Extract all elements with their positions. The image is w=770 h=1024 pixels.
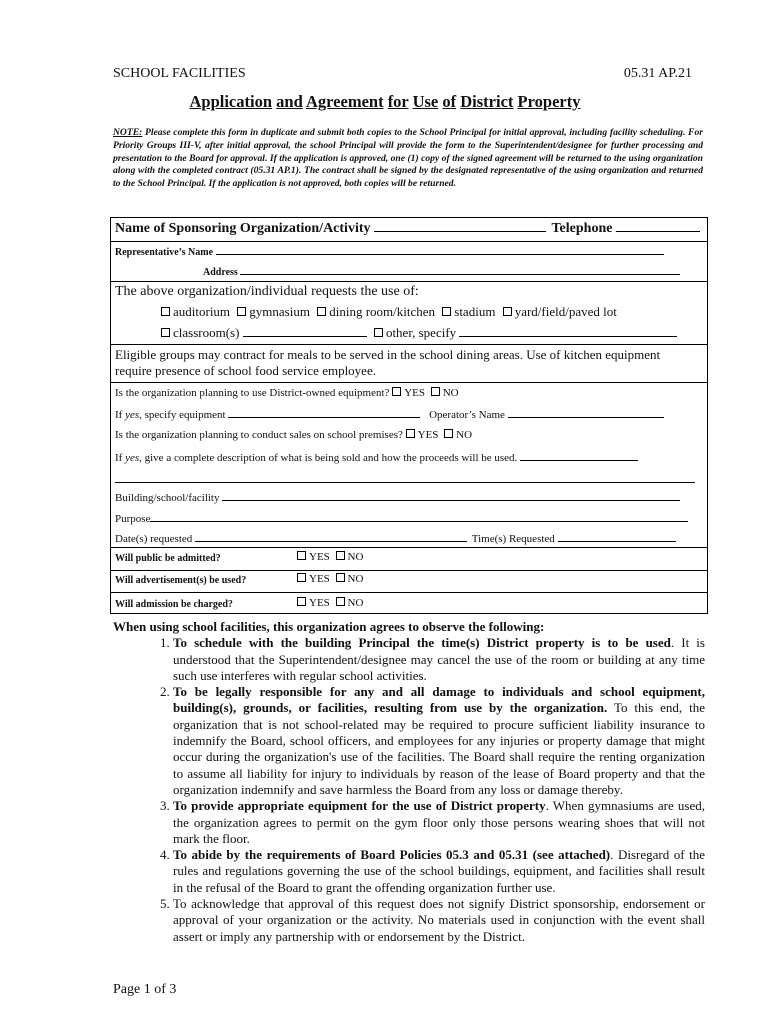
- sales-description-field[interactable]: [520, 450, 638, 461]
- building-row: [115, 490, 680, 504]
- admission-yes-checkbox[interactable]: [297, 597, 306, 606]
- term-item: [173, 635, 705, 684]
- equipment-row: [115, 387, 459, 399]
- no-label: NO: [456, 429, 473, 441]
- other-specify-field[interactable]: [459, 326, 677, 337]
- admission-q-options: [297, 597, 363, 609]
- times-field[interactable]: [558, 531, 676, 542]
- if-label: If: [115, 409, 123, 421]
- dates-row: [115, 531, 676, 545]
- title-word: Property: [517, 92, 581, 111]
- sales-question: Is the organization planning to conduct sales on school premises?: [115, 429, 403, 441]
- yes-label: YES: [309, 551, 330, 563]
- public-yes-checkbox[interactable]: [297, 551, 306, 560]
- requests-text: The above organization/individual requests the use of:: [115, 284, 419, 299]
- sales-yes-checkbox[interactable]: [406, 429, 415, 438]
- facility-option-label: yard/field/paved lot: [514, 304, 617, 319]
- public-q-label: Will public be admitted?: [115, 553, 221, 564]
- term-bold: To schedule with the building Principal the time(s) District property is to be used: [173, 635, 671, 651]
- specify-equipment-row: [115, 407, 664, 421]
- no-label: NO: [442, 387, 459, 399]
- equipment-yes-checkbox[interactable]: [392, 387, 401, 396]
- yard-field-checkbox[interactable]: [503, 307, 512, 316]
- terms-heading: When using school facilities, this organization agrees to observe the following:: [113, 619, 545, 634]
- term-item: [173, 684, 705, 798]
- divider: [111, 281, 707, 282]
- title-word: of: [442, 92, 457, 111]
- term-bold: To be legally responsible for any and all damage to individuals and school equipment, building(s), grounds, or facilities, resulting from use by the organization.: [173, 684, 705, 716]
- operator-name-field[interactable]: [508, 407, 664, 418]
- org-row: [115, 221, 700, 237]
- divider: [111, 592, 707, 593]
- stadium-checkbox[interactable]: [442, 307, 451, 316]
- operator-label: Operator’s Name: [429, 409, 505, 421]
- note-text: Please complete this form in duplicate and submit both copies to the School Principal for initial approval, including facility scheduling. For Priority Groups III-V, after initial approval, the school Principal will provide the form to the Superintendent/designee for further processing and presentation to the Board for approval. If the application is approved, one (1) copy of the signed agreement will be returned to the using organization along with the completed contract (05.31 AP.1). The contract shall be signed by the designated representative of the using organization and returned to the School Principal. If the application is not approved, both copies will be returned.: [113, 127, 703, 190]
- rep-row: [115, 244, 664, 258]
- sales-description-continuation: [115, 470, 695, 488]
- title-word: Use: [412, 92, 439, 111]
- equipment-question: Is the organization planning to use District-owned equipment?: [115, 387, 390, 399]
- purpose-field[interactable]: [150, 511, 688, 522]
- title-word: Application: [189, 92, 273, 111]
- sales-row: [115, 429, 472, 441]
- public-q-options: [297, 551, 363, 563]
- policy-code: 05.31 AP.21: [623, 66, 692, 81]
- auditorium-checkbox[interactable]: [161, 307, 170, 316]
- telephone-label: Telephone: [551, 221, 613, 236]
- term-item: [173, 847, 705, 896]
- facility-option-label: dining room/kitchen: [329, 304, 436, 319]
- telephone-field[interactable]: [616, 221, 700, 232]
- divider: [111, 344, 707, 345]
- public-no-checkbox[interactable]: [336, 551, 345, 560]
- title-word: District: [460, 92, 514, 111]
- advert-q-options: [297, 573, 363, 585]
- yes-label: YES: [404, 387, 425, 399]
- term-text: To acknowledge that approval of this request does not signify District sponsorship, endorsement or approval of your organization or the activity. No materials used in conjunction with the event shall assert or imply any partnership with or endorsement by the District.: [173, 896, 705, 944]
- sales-description-field-2[interactable]: [115, 472, 695, 483]
- facility-options-row: [161, 304, 617, 320]
- note-lead: NOTE:: [113, 127, 143, 138]
- no-label: NO: [347, 597, 364, 609]
- divider: [111, 241, 707, 242]
- equipment-no-checkbox[interactable]: [431, 387, 440, 396]
- divider: [111, 570, 707, 571]
- other-checkbox[interactable]: [374, 328, 383, 337]
- facility-option-label: stadium: [454, 304, 496, 319]
- meals-text-line-1: Eligible groups may contract for meals to be served in the school dining areas. Use of kitchen equipment: [115, 347, 661, 362]
- rep-label: Representative’s Name: [115, 247, 214, 258]
- classroom-row: [161, 325, 677, 341]
- advert-yes-checkbox[interactable]: [297, 573, 306, 582]
- term-item: [173, 798, 705, 847]
- term-bold: To provide appropriate equipment for the use of District property: [173, 798, 546, 814]
- equipment-field[interactable]: [228, 407, 420, 418]
- classroom-checkbox[interactable]: [161, 328, 170, 337]
- building-label: Building/school/facility: [115, 492, 220, 504]
- specify-equipment-label: , specify equipment: [139, 409, 226, 421]
- title-word: and: [276, 92, 303, 111]
- terms-list: [113, 635, 705, 945]
- org-label: Name of Sponsoring Organization/Activity: [115, 221, 371, 236]
- yes-label: YES: [309, 597, 330, 609]
- dining-room-checkbox[interactable]: [317, 307, 326, 316]
- term-text: . It is understood that the Superintendent/designee may cancel the use of the room or building at any time such use interferes with regular school activities.: [173, 635, 705, 683]
- advert-q-label: Will advertisement(s) be used?: [115, 575, 247, 586]
- meals-text-line-2: require presence of school food service employee.: [115, 363, 376, 378]
- term-text: . Disregard of the rules and regulations governing the use of the school buildings, equipment, and facilities shall result in the refusal of the Board to grant the offending organization further use.: [173, 847, 706, 895]
- yes-italic: yes: [125, 409, 140, 421]
- yes-italic: yes: [125, 452, 140, 464]
- times-label: Time(s) Requested: [471, 533, 555, 545]
- address-row: [203, 264, 680, 278]
- purpose-row: [115, 511, 688, 525]
- org-name-field[interactable]: [374, 221, 546, 232]
- classroom-label: classroom(s): [173, 325, 240, 340]
- agreement-terms: [113, 619, 705, 945]
- application-form: [110, 217, 708, 614]
- document-title: [0, 92, 770, 112]
- classroom-field[interactable]: [243, 326, 367, 337]
- facility-option-label: auditorium: [173, 304, 231, 319]
- yes-label: YES: [417, 429, 439, 441]
- page-number: Page 1 of 3: [113, 982, 177, 997]
- other-label: other, specify: [385, 325, 457, 340]
- advert-no-checkbox[interactable]: [336, 573, 345, 582]
- no-label: NO: [347, 573, 364, 585]
- facility-option-label: gymnasium: [249, 304, 310, 319]
- divider: [111, 382, 707, 383]
- section-header: SCHOOL FACILITIES: [113, 66, 246, 81]
- term-bold: To abide by the requirements of Board Policies 05.3 and 05.31 (see attached): [173, 847, 611, 863]
- building-field[interactable]: [222, 490, 680, 501]
- term-text: . When gymnasiums are used, the organization agrees to permit on the gym floor only those persons wearing shoes that will not mark the floor.: [173, 798, 705, 846]
- purpose-label: Purpose: [115, 513, 151, 525]
- address-label: Address: [203, 267, 238, 278]
- admission-q-label: Will admission be charged?: [115, 599, 233, 610]
- no-label: NO: [347, 551, 364, 563]
- title-word: for: [387, 92, 409, 111]
- address-field[interactable]: [240, 264, 680, 275]
- yes-label: YES: [309, 573, 330, 585]
- dates-field[interactable]: [195, 531, 467, 542]
- admission-no-checkbox[interactable]: [336, 597, 345, 606]
- term-item: [173, 896, 705, 945]
- term-text: To this end, the organization that is not school-related may be required to procure sufficient liability insurance to indemnify the Board, school officers, and employees for any injuries or property damage that might occur during the organization's use of the facilities. The Board shall require the renting organization to assume all liability for injury to individuals by reason of the lease of Board property and that the organization indemnify and save harmless the Board from any loss or damage thereby.: [173, 700, 705, 797]
- divider: [111, 547, 707, 548]
- sales-description-row: [115, 450, 638, 464]
- rep-name-field[interactable]: [216, 244, 664, 255]
- if-label: If: [115, 452, 123, 464]
- instructions-note: [113, 127, 703, 191]
- title-word: Agreement: [305, 92, 384, 111]
- gymnasium-checkbox[interactable]: [237, 307, 246, 316]
- dates-label: Date(s) requested: [115, 533, 193, 545]
- sales-description-label: , give a complete description of what is being sold and how the proceeds will be used.: [139, 452, 518, 464]
- sales-no-checkbox[interactable]: [444, 429, 453, 438]
